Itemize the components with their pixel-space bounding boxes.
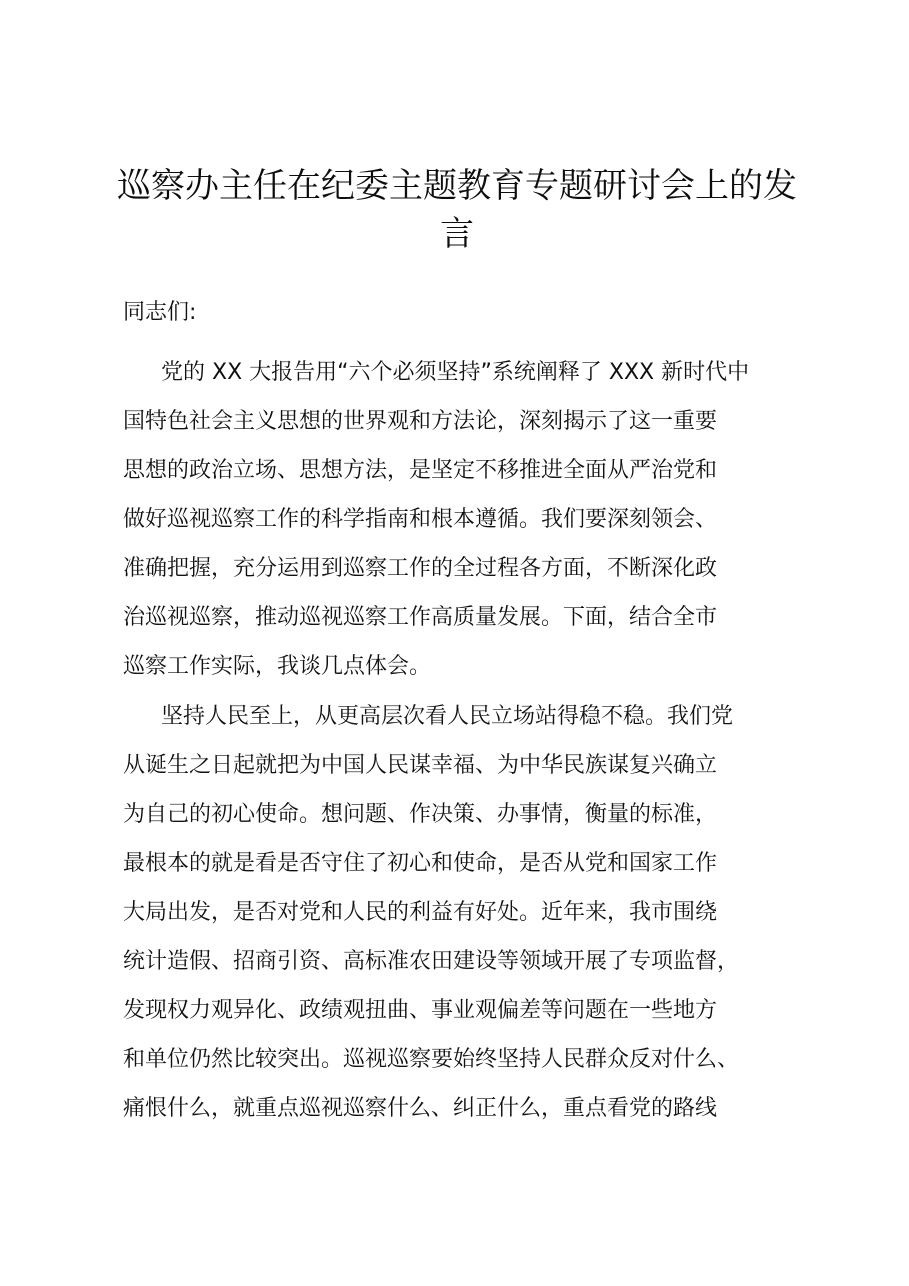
paragraph-line: 坚持人民至上，从更高层次看人民立场站得稳不稳。我们党: [161, 704, 734, 729]
document-title: [110, 162, 804, 258]
paragraph-line: 大局出发，是否对党和人民的利益有好处。近年来，我市围绕: [123, 900, 718, 925]
paragraph-line: 最根本的就是看是否守住了初心和使命，是否从党和国家工作: [123, 851, 718, 876]
paragraph-line: 发现权力观异化、政绩观扭曲、事业观偏差等问题在一些地方: [123, 998, 718, 1023]
paragraph-line: 准确把握，充分运用到巡察工作的全过程各方面，不断深化政: [123, 556, 718, 581]
paragraph-line: 做好巡视巡察工作的科学指南和根本遵循。我们要深刻领会、: [123, 507, 718, 532]
title-line: 巡察办主任在纪委主题教育专题研讨会上的发: [117, 166, 797, 206]
paragraph-line: 党的 XX 大报告用“六个必须坚持”系统阐释了 XXX 新时代中: [161, 360, 750, 385]
paragraph-line: 巡察工作实际，我谈几点体会。: [123, 654, 432, 679]
salutation: 同志们:: [123, 300, 197, 325]
paragraph-line: 从诞生之日起就把为中国人民谋幸福、为中华民族谋复兴确立: [123, 753, 718, 778]
paragraph-2: [123, 692, 803, 1133]
paragraph-line: 为自己的初心使命。想问题、作决策、办事情，衡量的标准，: [123, 802, 718, 827]
title-line: 言: [440, 214, 474, 254]
paragraph-line: 统计造假、招商引资、高标准农田建设等领域开展了专项监督，: [123, 949, 740, 974]
paragraph-line: 思想的政治立场、思想方法，是坚定不移推进全面从严治党和: [123, 458, 718, 483]
paragraph-line: 痛恨什么，就重点巡视巡察什么、纠正什么，重点看党的路线: [123, 1096, 718, 1121]
paragraph-line: 国特色社会主义思想的世界观和方法论，深刻揭示了这一重要: [123, 409, 718, 434]
paragraph-line: 和单位仍然比较突出。巡视巡察要始终坚持人民群众反对什么、: [123, 1047, 740, 1072]
paragraph-1: [123, 348, 803, 691]
paragraph-line: 治巡视巡察，推动巡视巡察工作高质量发展。下面，结合全市: [123, 605, 718, 630]
